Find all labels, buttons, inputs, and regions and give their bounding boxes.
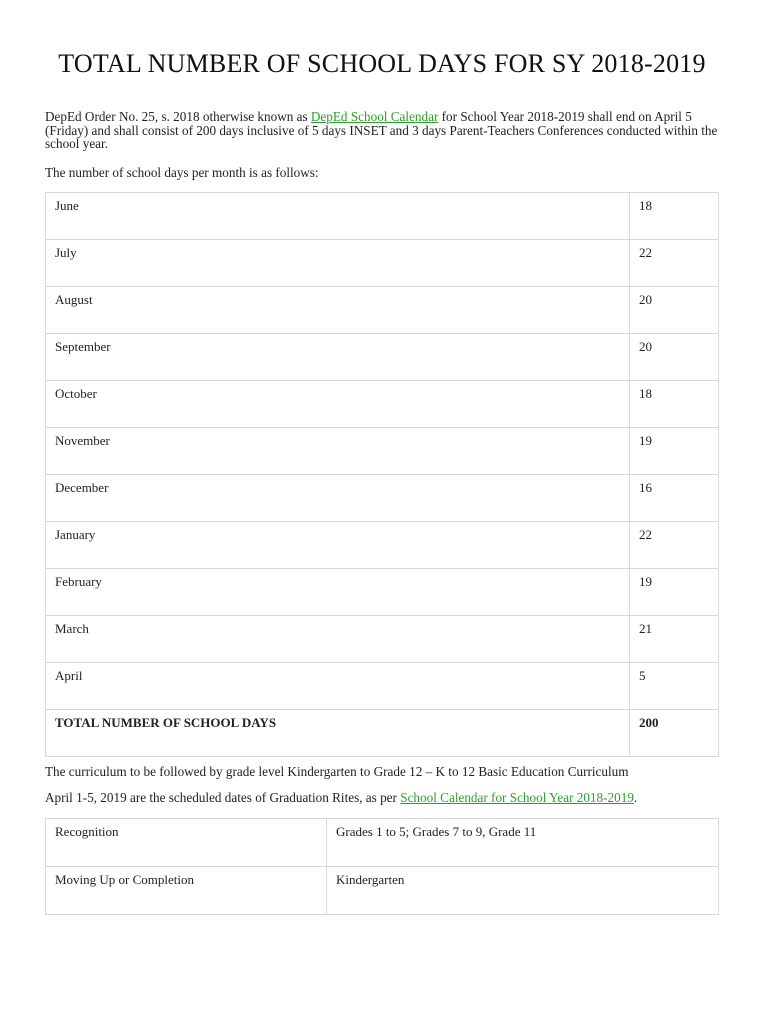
rites-text-after: . <box>633 790 638 805</box>
month-cell: September <box>46 334 630 381</box>
month-cell: October <box>46 381 630 428</box>
graduation-rites-table <box>45 818 719 915</box>
rites-text-before: April 1-5, 2019 are the scheduled dates of Graduation Rites, as per <box>45 790 401 805</box>
month-cell: January <box>46 522 630 569</box>
days-cell: 21 <box>630 616 719 663</box>
table-row <box>46 334 719 381</box>
days-cell: 20 <box>630 334 719 381</box>
total-row <box>46 710 719 757</box>
month-cell: February <box>46 569 630 616</box>
table-row <box>46 819 719 867</box>
table-row <box>46 475 719 522</box>
days-cell: 18 <box>630 193 719 240</box>
table-row <box>46 616 719 663</box>
table-row <box>46 428 719 475</box>
month-cell: July <box>46 240 630 287</box>
intro-text-before: DepEd Order No. 25, s. 2018 otherwise known as <box>45 109 311 124</box>
curriculum-note: The curriculum to be followed by grade level Kindergarten to Grade 12 – K to 12 Basic Education Curriculum <box>45 764 629 779</box>
school-calendar-link[interactable]: School Calendar for School Year 2018-2019 <box>400 790 634 805</box>
total-value: 200 <box>630 710 719 757</box>
rite-grades-cell: Grades 1 to 5; Grades 7 to 9, Grade 11 <box>327 819 719 867</box>
lead-text: The number of school days per month is as follows: <box>45 165 319 180</box>
table-row <box>46 381 719 428</box>
days-cell: 22 <box>630 240 719 287</box>
month-cell: December <box>46 475 630 522</box>
month-cell: August <box>46 287 630 334</box>
table-row <box>46 287 719 334</box>
days-cell: 16 <box>630 475 719 522</box>
days-cell: 19 <box>630 428 719 475</box>
month-cell: April <box>46 663 630 710</box>
rite-type-cell: Recognition <box>46 819 327 867</box>
days-cell: 20 <box>630 287 719 334</box>
days-cell: 18 <box>630 381 719 428</box>
month-cell: June <box>46 193 630 240</box>
days-cell: 22 <box>630 522 719 569</box>
month-cell: March <box>46 616 630 663</box>
rite-type-cell: Moving Up or Completion <box>46 867 327 915</box>
table-row <box>46 663 719 710</box>
intro-text-after: for School Year 2018-2019 shall end on April 5 (Friday) and shall consist of 200 days inclusive of 5 days INSET and 3 days Parent-Teachers Conferences conducted within the school year. <box>45 109 718 152</box>
school-days-table <box>45 192 719 757</box>
days-cell: 5 <box>630 663 719 710</box>
table-row <box>46 867 719 915</box>
month-cell: November <box>46 428 630 475</box>
graduation-rites-note <box>45 790 637 806</box>
table-row <box>46 193 719 240</box>
rite-grades-cell: Kindergarten <box>327 867 719 915</box>
total-label: TOTAL NUMBER OF SCHOOL DAYS <box>46 710 630 757</box>
table-row <box>46 240 719 287</box>
table-row <box>46 522 719 569</box>
table-row <box>46 569 719 616</box>
page-title: TOTAL NUMBER OF SCHOOL DAYS FOR SY 2018-2019 <box>58 49 706 78</box>
deped-school-calendar-link[interactable]: DepEd School Calendar <box>310 109 439 124</box>
days-cell: 19 <box>630 569 719 616</box>
intro-paragraph <box>45 110 719 151</box>
